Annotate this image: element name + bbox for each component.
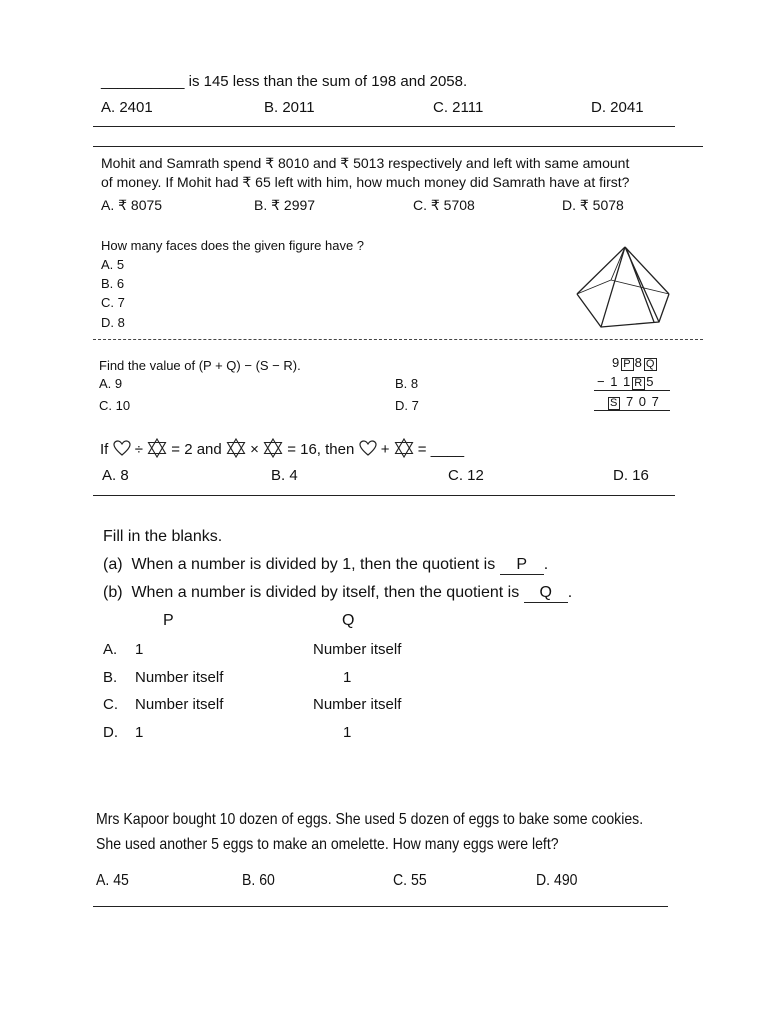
blank-q: Q: [524, 584, 568, 603]
q7-line1: Mrs Kapoor bought 10 dozen of eggs. She used 5 dozen of eggs to bake some cookies.: [96, 811, 644, 828]
q5-option-d: D. 16: [613, 467, 649, 484]
box-s: S: [610, 397, 619, 409]
sum-row-2: − 1 1 R 5: [597, 374, 655, 389]
q5-option-b: B. 4: [271, 467, 298, 484]
q3-option-b: B. 6: [101, 276, 125, 291]
q2-line2: of money. If Mohit had ₹ 65 left with him, how much money did Samrath have at first?: [101, 174, 630, 190]
q1-blank: __________: [101, 73, 185, 90]
q6-row-q: 1: [343, 724, 352, 741]
q3-option-d: D. 8: [101, 315, 125, 330]
q6-title: Fill in the blanks.: [103, 528, 223, 545]
q2-option-c: C. ₹ 5708: [413, 197, 475, 213]
sum-line: [594, 410, 670, 411]
q6-part-a: (a) When a number is divided by 1, then the quotient is P .: [103, 556, 549, 573]
q4-option-a: A. 9: [99, 376, 123, 391]
q6-part-b: (b) When a number is divided by itself, then the quotient is Q .: [103, 584, 573, 601]
q2-option-b: B. ₹ 2997: [254, 197, 316, 213]
divider: [93, 495, 675, 496]
q7-option-c: C. 55: [393, 872, 427, 889]
q3-option-a: A. 5: [101, 257, 125, 272]
divider: [93, 126, 675, 127]
q7-option-d: D. 490: [536, 872, 578, 889]
q1-option-c: C. 2111: [433, 99, 484, 116]
q1-option-d: D. 2041: [591, 99, 644, 116]
q2-option-d: D. ₹ 5078: [562, 197, 624, 213]
star-of-david-icon: [263, 438, 283, 458]
pyramid-figure: [574, 244, 674, 332]
q6-row-p: Number itself: [135, 696, 224, 713]
q5-option-c: C. 12: [448, 467, 484, 484]
q6-row-q: 1: [343, 669, 352, 686]
q6-col-q: Q: [342, 612, 355, 629]
q6-row-q: Number itself: [313, 696, 402, 713]
q1-stem: [101, 73, 467, 90]
q6-row-q: Number itself: [313, 641, 402, 658]
q6-row-label: B.: [103, 669, 118, 686]
q6-row-p: 1: [135, 724, 144, 741]
heart-icon: [359, 440, 377, 457]
dashed-divider: [93, 339, 703, 340]
q6-row-label: D.: [103, 724, 118, 741]
q6-row-p: Number itself: [135, 669, 224, 686]
star-of-david-icon: [394, 438, 414, 458]
heart-icon: [113, 440, 131, 457]
q2-option-a: A. ₹ 8075: [101, 197, 163, 213]
sum-row-3: S 7 0 7: [610, 394, 660, 409]
star-of-david-icon: [226, 438, 246, 458]
q3-option-c: C. 7: [101, 295, 125, 310]
q1-text: is 145 less than the sum of 198 and 2058.: [188, 73, 468, 90]
q7-option-a: A. 45: [96, 872, 129, 889]
q7-option-b: B. 60: [242, 872, 275, 889]
sum-line: [594, 390, 670, 391]
divider: [93, 146, 703, 147]
q4-option-c: C. 10: [99, 398, 131, 413]
q6-row-p: 1: [135, 641, 144, 658]
box-r: R: [634, 377, 644, 389]
star-of-david-icon: [147, 438, 167, 458]
q6-row-label: A.: [103, 641, 118, 658]
q3-stem: How many faces does the given figure have ?: [101, 238, 365, 253]
q6-col-p: P: [163, 612, 174, 629]
q1-option-a: A. 2401: [101, 99, 153, 116]
q5-stem: If ÷ = 2 and × = 16, then + = ____: [100, 440, 464, 460]
q2-line1: Mohit and Samrath spend ₹ 8010 and ₹ 5013 respectively and left with same amount: [101, 155, 630, 171]
q4-stem: Find the value of (P + Q) − (S − R).: [99, 358, 301, 373]
q6-row-label: C.: [103, 696, 118, 713]
box-q: Q: [645, 358, 656, 370]
q4-option-d: D. 7: [395, 398, 419, 413]
blank-p: P: [500, 556, 544, 575]
q7-line2: She used another 5 eggs to make an omelette. How many eggs were left?: [96, 836, 559, 853]
sum-row-1: 9 P 8 Q: [612, 355, 656, 370]
divider: [93, 906, 668, 907]
box-p: P: [623, 358, 632, 370]
q4-option-b: B. 8: [395, 376, 419, 391]
q1-option-b: B. 2011: [264, 99, 315, 116]
q5-option-a: A. 8: [102, 467, 129, 484]
